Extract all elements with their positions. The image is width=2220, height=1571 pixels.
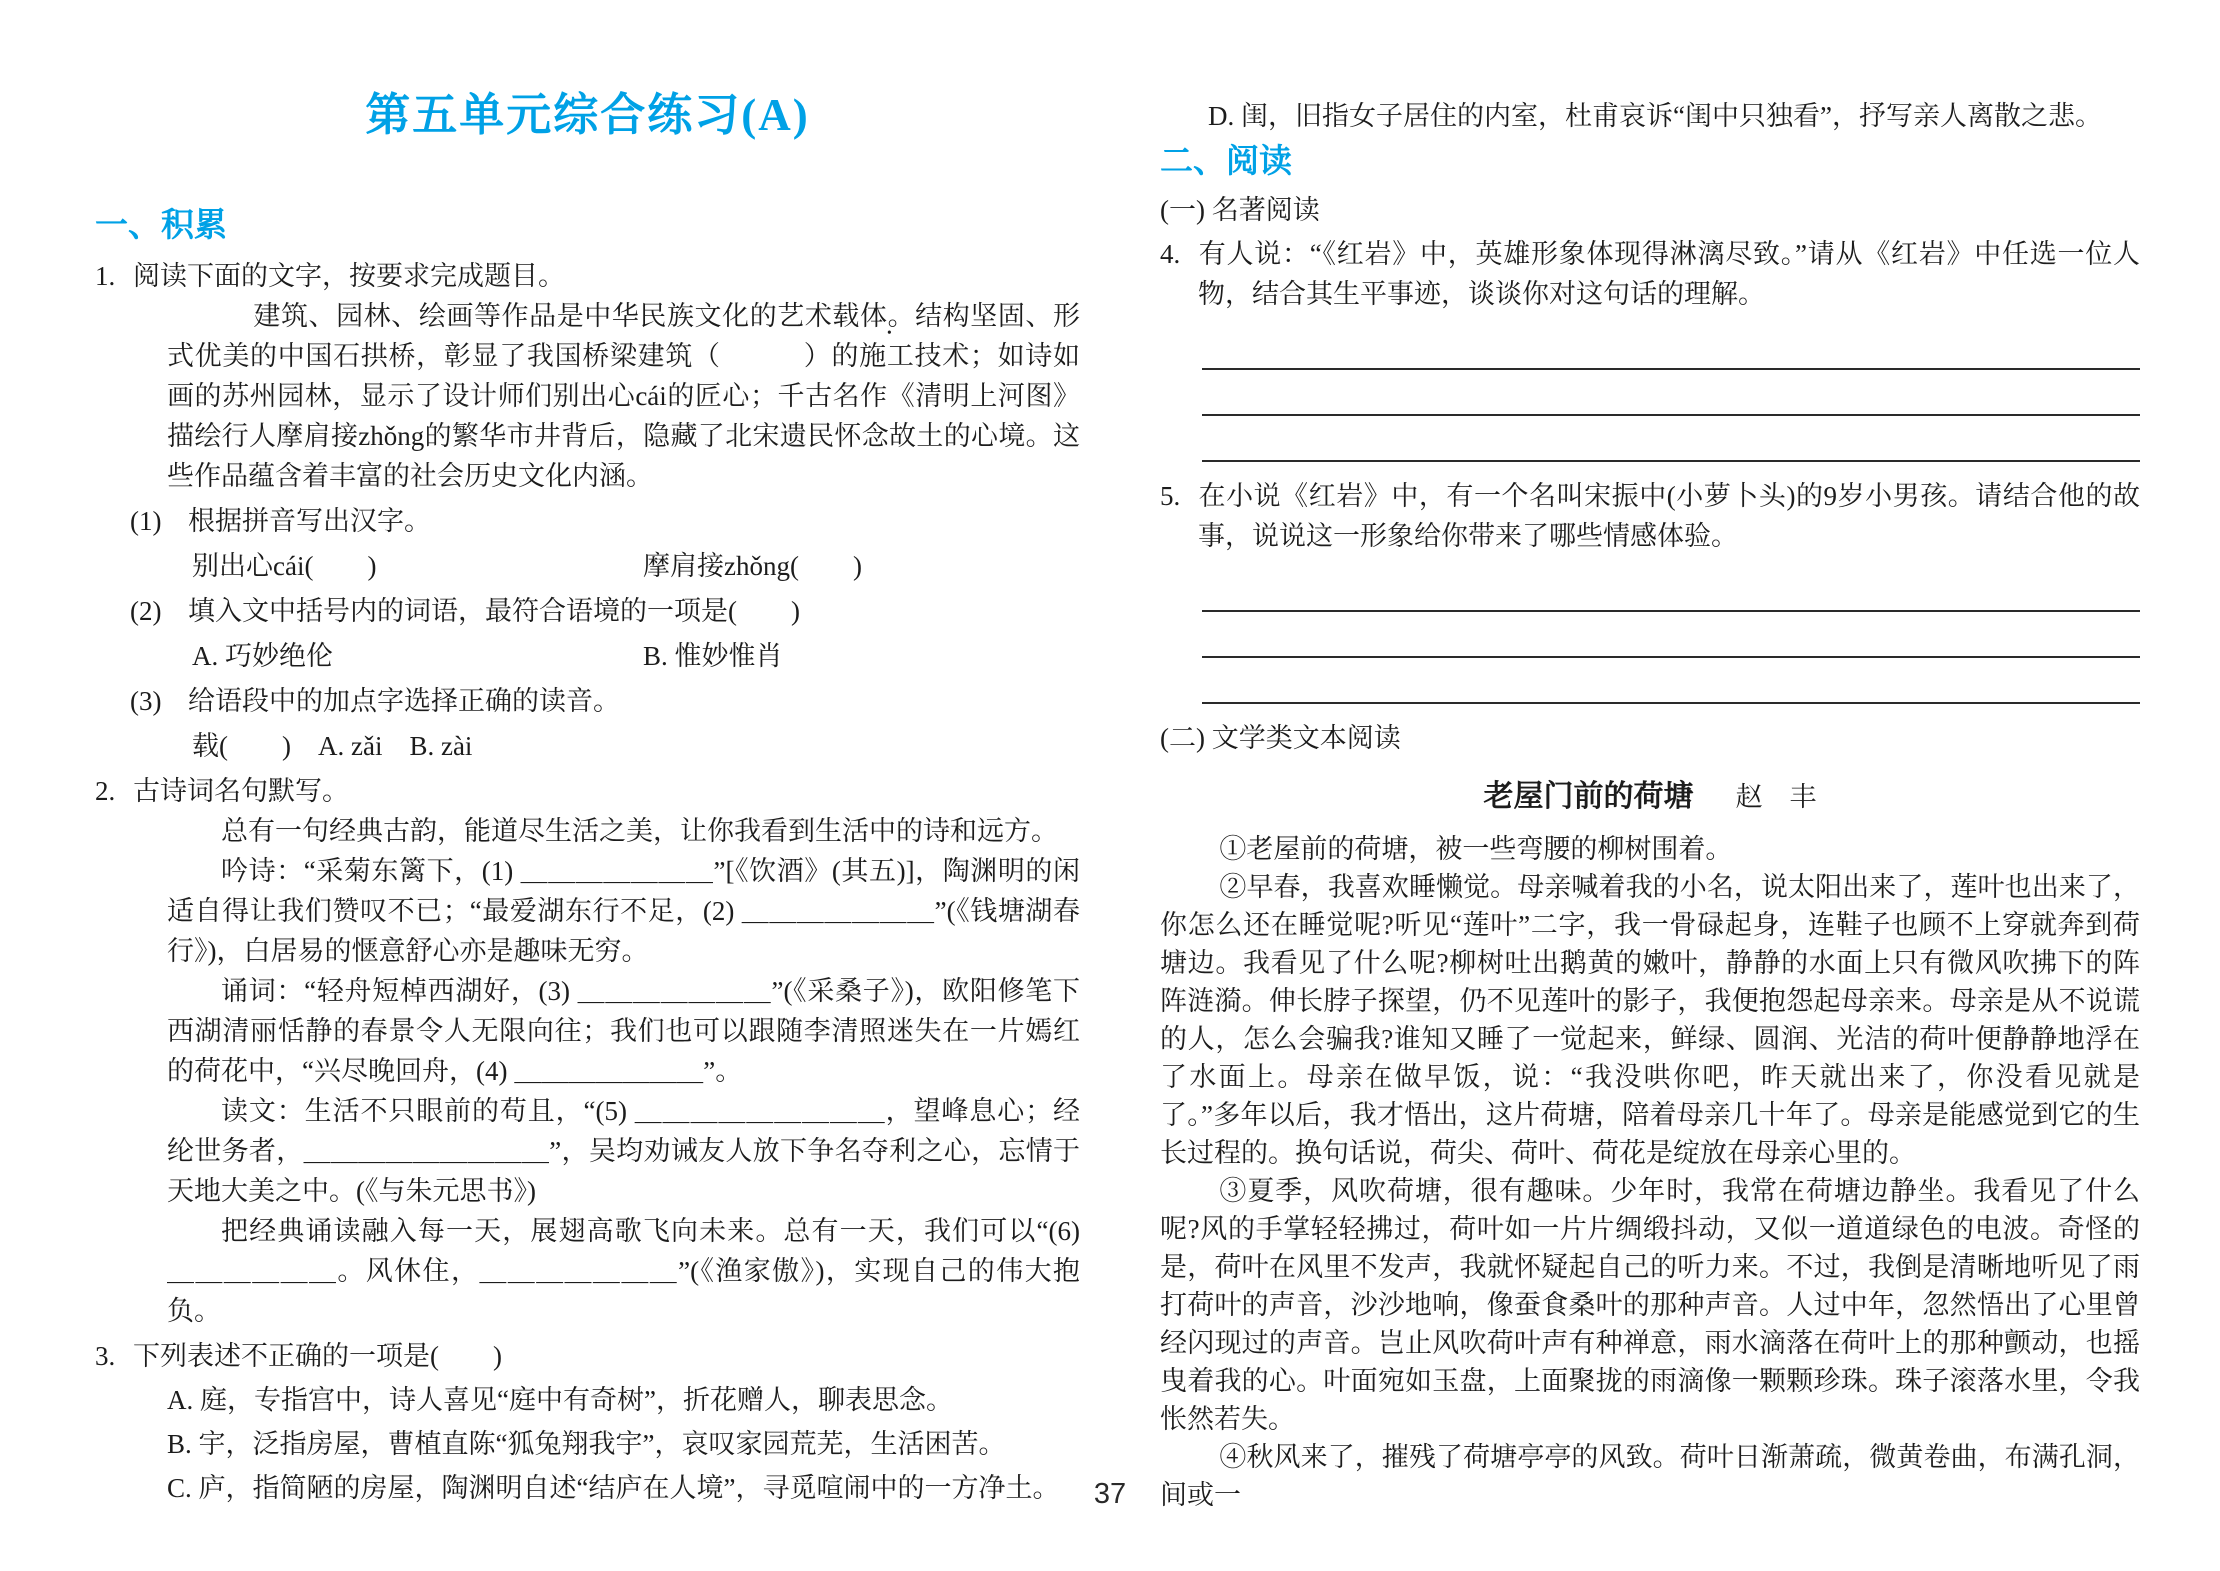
question-3-stem	[95, 1336, 1080, 1376]
sub-question-2-text: 填入文中括号内的词语，最符合语境的一项是( )	[188, 596, 800, 626]
passage-text-before-dot: 建筑、园林、绘画等作品是中华民族文化的艺术	[253, 301, 833, 331]
essay-paragraph-1: ①老屋前的荷塘，被一些弯腰的柳树围着。	[1219, 834, 1733, 864]
page-title: 第五单元综合练习(A)	[365, 90, 810, 140]
question-3-option-a: A. 庭，专指宫中，诗人喜见“庭中有奇树”，折花赠人，聊表思念。	[167, 1385, 953, 1415]
question-2-stem	[95, 771, 1080, 811]
question-2-poem-line-2: 诵词：“轻舟短棹西湖好，(3) ＿＿＿＿＿＿＿”(《采桑子》)，欧阳修笔下西湖清丽恬静的春景令人无限向往；我们也可以跟随李清照迷失在一片嫣红的荷花中，“兴尽晚回舟，(4) ＿＿＿＿＿＿＿”。	[167, 976, 1080, 1086]
question-1-text: 阅读下面的文字，按要求完成题目。	[133, 261, 565, 291]
question-3-text: 下列表述不正确的一项是( )	[133, 1341, 502, 1371]
question-1-sub-3	[130, 681, 1080, 721]
sub-question-2-number: (2)	[130, 596, 162, 626]
answer-line[interactable]	[1202, 416, 2140, 462]
question-1-sub-1	[130, 501, 1080, 541]
essay-paragraph-3: ③夏季，风吹荷塘，很有趣味。少年时，我常在荷塘边静坐。我看见了什么呢?风的手掌轻轻拂过，荷叶如一片片绸缎抖动，又似一道道绿色的电波。奇怪的是，荷叶在风里不发声，我就怀疑起自己的听力来。不过，我倒是清晰地听见了雨打荷叶的声音，沙沙地响，像蚕食桑叶的那种声音。人过中年，忽然悟出了心里曾经闪现过的声音。岂止风吹荷叶声有种禅意，雨水滴落在荷叶上的那种颤动，也摇曳着我的心。叶面宛如玉盘，上面聚拢的雨滴像一颗颗珍珠。珠子滚落水里，令我怅然若失。	[1160, 1176, 2140, 1434]
pronunciation-choice-line: 载( ) A. zǎi B. zài	[192, 731, 473, 761]
subsection-literary-text-reading: (二) 文学类文本阅读	[1160, 723, 1401, 753]
question-2-text: 古诗词名句默写。	[133, 776, 349, 806]
question-1-passage	[167, 296, 1080, 496]
sub-question-1-text: 根据拼音写出汉字。	[188, 506, 431, 536]
pinyin-item-zhong: 摩肩接zhǒng( )	[643, 551, 862, 581]
essay-title-row	[1160, 774, 2140, 820]
section-header-reading: 二、阅读	[1160, 142, 1292, 179]
question-5-text: 在小说《红岩》中，有一个名叫宋振中(小萝卜头)的9岁小男孩。请结合他的故事，说说这一形象给你带来了哪些情感体验。	[1198, 481, 2140, 551]
answer-line[interactable]	[1202, 658, 2140, 704]
question-3-option-c: C. 庐，指简陋的房屋，陶渊明自述“结庐在人境”，寻觅喧闹中的一方净土。	[167, 1473, 1060, 1503]
option-b-weimiaoweixiao: B. 惟妙惟肖	[643, 641, 783, 671]
question-2-intro: 总有一句经典古韵，能道尽生活之美，让你我看到生活中的诗和远方。	[221, 816, 1058, 846]
essay-paragraph-2: ②早春，我喜欢睡懒觉。母亲喊着我的小名，说太阳出来了，莲叶也出来了，你怎么还在睡觉呢?听见“莲叶”二字，我一骨碌起身，连鞋子也顾不上穿就奔到荷塘边。我看见了什么呢?柳树吐出鹅黄的嫩叶，静静的水面上只有微风吹拂下的阵阵涟漪。伸长脖子探望，仍不见莲叶的影子，我便抱怨起母亲来。母亲是从不说谎的人，怎么会骗我?谁知又睡了一觉起来，鲜绿、圆润、光洁的荷叶便静静地浮在了水面上。母亲在做早饭，说：“我没哄你吧，昨天就出来了，你没看见就是了。”多年以后，我才悟出，这片荷塘，陪着母亲几十年了。母亲是能感觉到它的生长过程的。换句话说，荷尖、荷叶、荷花是绽放在母亲心里的。	[1160, 872, 2140, 1168]
question-4-text: 有人说：“《红岩》中，英雄形象体现得淋漓尽致。”请从《红岩》中任选一位人物，结合其生平事迹，谈谈你对这句话的理解。	[1198, 239, 2140, 309]
question-2-number: 2.	[95, 776, 116, 806]
subsection-famous-works-reading: (一) 名著阅读	[1160, 195, 1320, 225]
question-2-poem-line-4: 把经典诵读融入每一天，展翅高歌飞向未来。总有一天，我们可以“(6) ＿＿＿＿＿＿。风休住，＿＿＿＿＿＿＿”(《渔家傲》)，实现自己的伟大抱负。	[167, 1216, 1080, 1326]
essay-title: 老屋门前的荷塘	[1483, 780, 1694, 813]
page-number: 37	[1093, 1478, 1127, 1510]
question-5-answer-area	[1160, 566, 2140, 704]
question-1-sub-2	[130, 591, 1080, 631]
question-5-number: 5.	[1160, 481, 1181, 511]
sub-question-2-options	[192, 636, 1080, 676]
option-a-qiaomiaojuelun: A. 巧妙绝伦	[192, 641, 333, 671]
pinyin-item-cai: 别出心cái( )	[192, 551, 377, 581]
question-4-number: 4.	[1160, 239, 1181, 269]
question-3-number: 3.	[95, 1341, 116, 1371]
question-3-option-d: D. 闺，旧指女子居住的内室，杜甫哀诉“闺中只独看”，抒写亲人离散之悲。	[1208, 101, 2102, 131]
answer-line[interactable]	[1202, 566, 2140, 612]
answer-line[interactable]	[1202, 370, 2140, 416]
question-2-poem-line-3: 读文：生活不只眼前的苟且，“(5) ＿＿＿＿＿＿＿＿＿，望峰息心；经纶世务者，＿＿＿＿＿＿＿＿＿”，吴均劝诫友人放下争名夺利之心，忘情于天地大美之中。(《与朱元思书》)	[167, 1096, 1080, 1206]
question-2-poem-line-1: 吟诗：“采菊东篱下，(1) ＿＿＿＿＿＿＿”[《饮酒》(其五)]，陶渊明的闲适自得让我们赞叹不已；“最爱湖东行不足，(2) ＿＿＿＿＿＿＿”(《钱塘湖春行》)，白居易的惬意舒心亦是趣味无穷。	[167, 856, 1080, 966]
pinyin-fill-items	[192, 546, 1080, 586]
emphasized-character: 载	[832, 301, 860, 331]
sub-question-3-text: 给语段中的加点字选择正确的读音。	[188, 686, 620, 716]
answer-line[interactable]	[1202, 612, 2140, 658]
passage-text-after-dot: 体。结构坚固、形式优美的中国石拱桥，彰显了我国桥梁建筑（ ）的施工技术；如诗如画的苏州园林，显示了设计师们别出心cái的匠心；千古名作《清明上河图》描绘行人摩肩接zhǒng的繁华市井背后，隐藏了北宋遗民怀念故土的心境。这些作品蕴含着丰富的社会历史文化内涵。	[167, 301, 1081, 491]
question-4-stem	[1160, 234, 2140, 314]
essay-paragraph-4: ④秋风来了，摧残了荷塘亭亭的风致。荷叶日渐萧疏，微黄卷曲，布满孔洞，间或一	[1160, 1442, 2140, 1510]
left-column	[95, 88, 1080, 1508]
question-4-answer-area	[1160, 324, 2140, 462]
question-1-number: 1.	[95, 261, 116, 291]
question-1-stem	[95, 256, 1080, 296]
answer-line[interactable]	[1202, 324, 2140, 370]
essay-author: 赵 丰	[1735, 782, 1817, 812]
sub-question-3-number: (3)	[130, 686, 162, 716]
section-header-accumulation: 一、积累	[95, 206, 227, 243]
sub-question-1-number: (1)	[130, 506, 162, 536]
question-5-stem	[1160, 476, 2140, 556]
right-column	[1160, 96, 2140, 1514]
question-3-option-b: B. 宇，泛指房屋，曹植直陈“狐兔翔我宇”，哀叹家园荒芜，生活困苦。	[167, 1429, 1006, 1459]
